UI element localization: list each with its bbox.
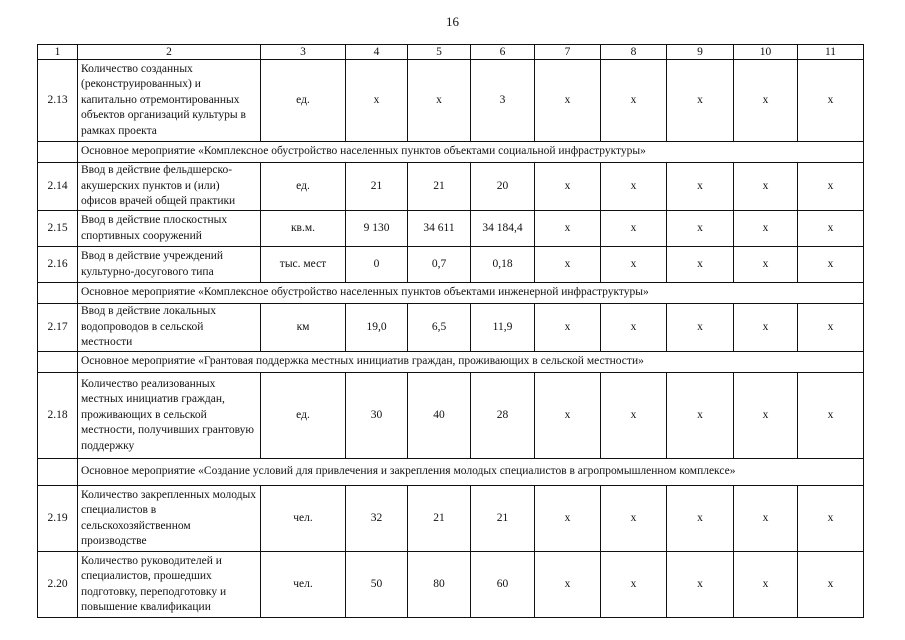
- value-cell: х: [535, 552, 601, 618]
- value-cell: х: [667, 211, 734, 247]
- value-cell: х: [346, 60, 408, 142]
- value-cell: 9 130: [346, 211, 408, 247]
- value-cell: 0: [346, 247, 408, 283]
- value-cell: х: [535, 373, 601, 459]
- row-number: 2.17: [38, 304, 78, 352]
- row-number: 2.14: [38, 163, 78, 211]
- value-cell: х: [535, 60, 601, 142]
- page-number: 16: [446, 14, 459, 29]
- value-cell: х: [798, 163, 864, 211]
- section-number-cell: [38, 142, 78, 163]
- section-row: [38, 352, 864, 373]
- value-cell: х: [601, 486, 667, 552]
- section-number-cell: [38, 352, 78, 373]
- table-row: [38, 211, 864, 247]
- row-number: 2.20: [38, 552, 78, 618]
- section-number-cell: [38, 283, 78, 304]
- row-number: 2.15: [38, 211, 78, 247]
- section-title: Основное мероприятие «Создание условий для привлечения и закрепления молодых специалистов в агропромышленном комплексе»: [78, 459, 864, 486]
- value-cell: х: [601, 247, 667, 283]
- value-cell: х: [601, 163, 667, 211]
- column-number: 4: [346, 45, 408, 60]
- indicator-name: Количество руководителей и специалистов, прошедших подготовку, переподготовку и повышение квалификации: [78, 552, 261, 618]
- value-cell: 50: [346, 552, 408, 618]
- value-cell: х: [734, 304, 798, 352]
- value-cell: 11,9: [471, 304, 535, 352]
- column-number: 9: [667, 45, 734, 60]
- section-title: Основное мероприятие «Комплексное обустройство населенных пунктов объектами инженерной инфраструктуры»: [78, 283, 864, 304]
- value-cell: х: [734, 163, 798, 211]
- value-cell: х: [798, 552, 864, 618]
- unit-cell: тыс. мест: [261, 247, 346, 283]
- column-number: 2: [78, 45, 261, 60]
- value-cell: 60: [471, 552, 535, 618]
- value-cell: 20: [471, 163, 535, 211]
- value-cell: х: [535, 304, 601, 352]
- value-cell: х: [667, 486, 734, 552]
- value-cell: х: [734, 211, 798, 247]
- value-cell: х: [667, 163, 734, 211]
- value-cell: х: [601, 304, 667, 352]
- section-title: Основное мероприятие «Грантовая поддержка местных инициатив граждан, проживающих в сельской местности»: [78, 352, 864, 373]
- table-row: [38, 373, 864, 459]
- value-cell: 19,0: [346, 304, 408, 352]
- value-cell: х: [667, 247, 734, 283]
- indicator-name: Количество закрепленных молодых специалистов в сельскохозяйственном производстве: [78, 486, 261, 552]
- unit-cell: ед.: [261, 163, 346, 211]
- value-cell: х: [734, 247, 798, 283]
- column-number: 3: [261, 45, 346, 60]
- unit-cell: км: [261, 304, 346, 352]
- value-cell: х: [734, 60, 798, 142]
- value-cell: х: [734, 486, 798, 552]
- value-cell: х: [667, 60, 734, 142]
- value-cell: х: [798, 304, 864, 352]
- row-number: 2.13: [38, 60, 78, 142]
- section-row: [38, 283, 864, 304]
- value-cell: х: [408, 60, 471, 142]
- value-cell: 40: [408, 373, 471, 459]
- value-cell: 32: [346, 486, 408, 552]
- value-cell: х: [798, 60, 864, 142]
- row-number: 2.18: [38, 373, 78, 459]
- unit-cell: чел.: [261, 486, 346, 552]
- value-cell: х: [535, 486, 601, 552]
- value-cell: х: [798, 247, 864, 283]
- value-cell: х: [667, 373, 734, 459]
- value-cell: х: [601, 552, 667, 618]
- value-cell: 30: [346, 373, 408, 459]
- section-title: Основное мероприятие «Комплексное обустройство населенных пунктов объектами социальной инфраструктуры»: [78, 142, 864, 163]
- table-row: [38, 486, 864, 552]
- column-number: 5: [408, 45, 471, 60]
- table-row: [38, 163, 864, 211]
- column-number: 8: [601, 45, 667, 60]
- value-cell: х: [667, 552, 734, 618]
- column-number: 10: [734, 45, 798, 60]
- value-cell: х: [535, 247, 601, 283]
- value-cell: 21: [408, 486, 471, 552]
- value-cell: 34 184,4: [471, 211, 535, 247]
- value-cell: х: [667, 304, 734, 352]
- row-number: 2.16: [38, 247, 78, 283]
- value-cell: 21: [471, 486, 535, 552]
- value-cell: х: [535, 163, 601, 211]
- value-cell: 0,18: [471, 247, 535, 283]
- value-cell: х: [798, 211, 864, 247]
- unit-cell: ед.: [261, 60, 346, 142]
- value-cell: х: [601, 373, 667, 459]
- indicator-name: Ввод в действие плоскостных спортивных сооружений: [78, 211, 261, 247]
- value-cell: х: [601, 60, 667, 142]
- value-cell: 21: [346, 163, 408, 211]
- indicator-name: Количество созданных (реконструированных) и капитально отремонтированных объектов организаций культуры в рамках проекта: [78, 60, 261, 142]
- table-row: [38, 247, 864, 283]
- unit-cell: чел.: [261, 552, 346, 618]
- value-cell: 0,7: [408, 247, 471, 283]
- indicator-name: Ввод в действие локальных водопроводов в сельской местности: [78, 304, 261, 352]
- table-row: [38, 60, 864, 142]
- indicators-table: [37, 44, 864, 618]
- row-number: 2.19: [38, 486, 78, 552]
- table-row: [38, 304, 864, 352]
- unit-cell: ед.: [261, 373, 346, 459]
- value-cell: х: [535, 211, 601, 247]
- section-row: [38, 459, 864, 486]
- column-number: 6: [471, 45, 535, 60]
- column-number: 7: [535, 45, 601, 60]
- table-row: [38, 552, 864, 618]
- value-cell: 34 611: [408, 211, 471, 247]
- value-cell: 3: [471, 60, 535, 142]
- value-cell: 28: [471, 373, 535, 459]
- section-row: [38, 142, 864, 163]
- value-cell: 6,5: [408, 304, 471, 352]
- column-number-row: [38, 45, 864, 60]
- value-cell: 80: [408, 552, 471, 618]
- value-cell: х: [798, 373, 864, 459]
- value-cell: х: [798, 486, 864, 552]
- section-number-cell: [38, 459, 78, 486]
- indicator-name: Ввод в действие учреждений культурно-досугового типа: [78, 247, 261, 283]
- column-number: 11: [798, 45, 864, 60]
- unit-cell: кв.м.: [261, 211, 346, 247]
- value-cell: 21: [408, 163, 471, 211]
- value-cell: х: [601, 211, 667, 247]
- indicator-name: Количество реализованных местных инициатив граждан, проживающих в сельской местности, получивших грантовую поддержку: [78, 373, 261, 459]
- indicator-name: Ввод в действие фельдшерско-акушерских пунктов и (или) офисов врачей общей практики: [78, 163, 261, 211]
- value-cell: х: [734, 552, 798, 618]
- value-cell: х: [734, 373, 798, 459]
- column-number: 1: [38, 45, 78, 60]
